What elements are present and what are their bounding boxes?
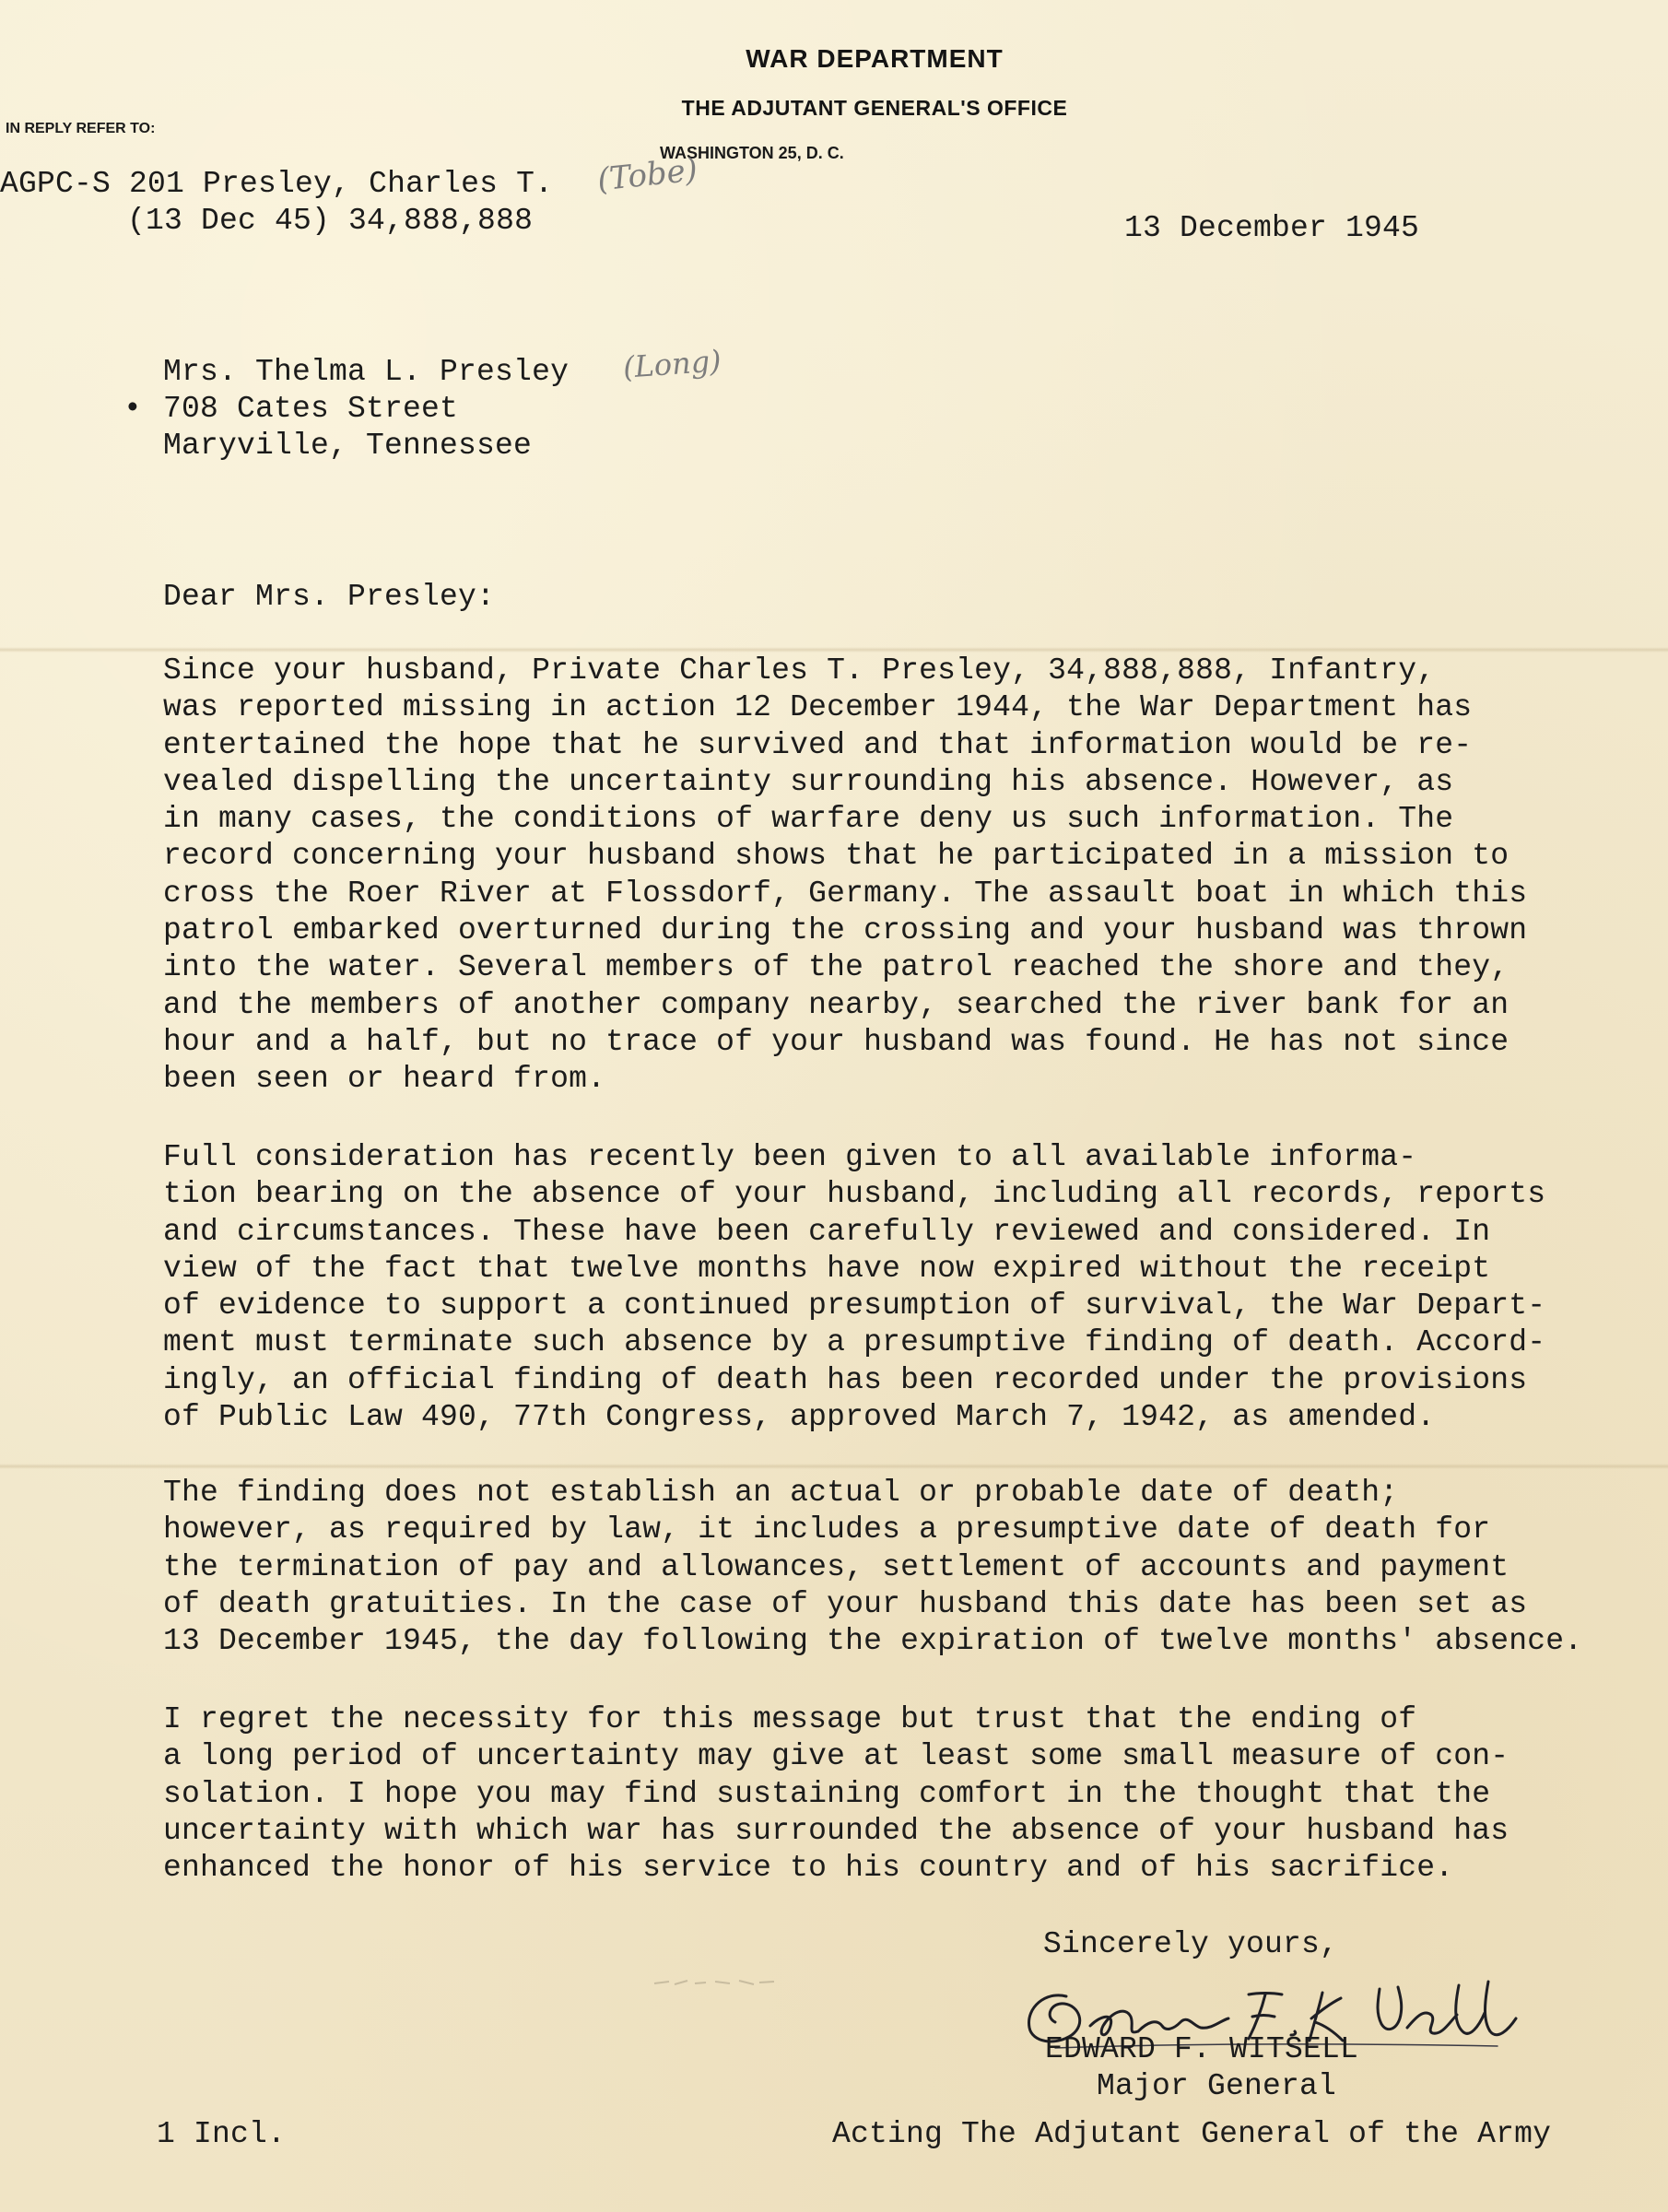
- recipient-street: 708 Cates Street: [163, 392, 459, 426]
- paragraph-line: solation. I hope you may find sustaining comfort in the thought that the: [163, 1776, 1491, 1811]
- salutation: Dear Mrs. Presley:: [163, 580, 496, 614]
- reference-file-number: AGPC-S 201 Presley, Charles T.: [0, 167, 554, 201]
- paragraph-line: however, as required by law, it includes a presumptive date of death for: [163, 1512, 1491, 1547]
- closing: Sincerely yours,: [1043, 1927, 1339, 1961]
- paragraph-line: record concerning your husband shows that he participated in a mission to: [163, 839, 1509, 874]
- paragraph-line: and the members of another company nearby, searched the river bank for an: [163, 987, 1509, 1022]
- body-paragraph-2: [163, 1139, 1545, 1436]
- paragraph-line: vealed dispelling the uncertainty surrounding his absence. However, as: [163, 764, 1454, 799]
- paragraph-line: of evidence to support a continued presumption of survival, the War Depart-: [163, 1288, 1546, 1324]
- recipient-name: Mrs. Thelma L. Presley: [163, 355, 570, 389]
- paragraph-line: entertained the hope that he survived and that information would be re-: [163, 727, 1473, 762]
- recipient-city: Maryville, Tennessee: [163, 429, 533, 463]
- paragraph-line: view of the fact that twelve months have now expired without the receipt: [163, 1251, 1491, 1286]
- paragraph-line: ingly, an official finding of death has been recorded under the provisions: [163, 1362, 1528, 1397]
- paragraph-line: Full consideration has recently been given to all available informa-: [163, 1140, 1417, 1174]
- paragraph-line: 13 December 1945, the day following the expiration of twelve months' absence.: [163, 1624, 1583, 1659]
- letterhead-address: WASHINGTON 25, D. C.: [660, 144, 844, 162]
- bullet-mark: •: [123, 392, 143, 426]
- paper-fold: [0, 1464, 1668, 1469]
- paragraph-line: into the water. Several members of the patrol reached the shore and they,: [163, 950, 1509, 985]
- body-paragraph-1: [163, 653, 1527, 1099]
- paragraph-line: in many cases, the conditions of warfare deny us such information. The: [163, 802, 1454, 837]
- paragraph-line: the termination of pay and allowances, settlement of accounts and payment: [163, 1549, 1509, 1584]
- paragraph-line: cross the Roer River at Flossdorf, Germany. The assault boat in which this: [163, 876, 1528, 911]
- paragraph-line: been seen or heard from.: [163, 1062, 606, 1097]
- paragraph-line: and circumstances. These have been carefully reviewed and considered. In: [163, 1214, 1491, 1249]
- paragraph-line: Since your husband, Private Charles T. Presley, 34,888,888, Infantry,: [163, 653, 1436, 688]
- paragraph-line: hour and a half, but no trace of your husband was found. He has not since: [163, 1024, 1509, 1059]
- paragraph-line: enhanced the honor of his service to his country and of his sacrifice.: [163, 1851, 1454, 1886]
- reference-label: IN REPLY REFER TO:: [6, 121, 156, 136]
- paragraph-line: ment must terminate such absence by a presumptive finding of death. Accord-: [163, 1325, 1546, 1360]
- paragraph-line: tion bearing on the absence of your husband, including all records, reports: [163, 1177, 1546, 1212]
- body-paragraph-3: [163, 1475, 1582, 1660]
- handwritten-nickname: (Tobe): [595, 151, 699, 199]
- paragraph-line: uncertainty with which war has surrounded the absence of your husband has: [163, 1813, 1509, 1848]
- paragraph-line: was reported missing in action 12 December 1944, the War Department has: [163, 690, 1473, 725]
- paragraph-line: The finding does not establish an actual or probable date of death;: [163, 1476, 1399, 1510]
- paragraph-line: patrol embarked overturned during the crossing and your husband was thrown: [163, 913, 1528, 948]
- letter-date: 13 December 1945: [1124, 211, 1420, 245]
- handwritten-maiden-name: (Long): [621, 343, 722, 385]
- paragraph-line: I regret the necessity for this message but trust that the ending of: [163, 1702, 1417, 1736]
- signatory-name: EDWARD F. WITSELL: [1045, 2032, 1359, 2066]
- letterhead-office: THE ADJUTANT GENERAL'S OFFICE: [681, 96, 1068, 120]
- paragraph-line: a long period of uncertainty may give at least some small measure of con-: [163, 1739, 1509, 1774]
- letterhead-department: WAR DEPARTMENT: [746, 44, 1004, 73]
- reference-date-serial: (13 Dec 45) 34,888,888: [127, 204, 534, 238]
- paragraph-line: of Public Law 490, 77th Congress, approved March 7, 1942, as amended.: [163, 1400, 1436, 1435]
- signatory-rank: Major General: [1097, 2069, 1337, 2103]
- body-paragraph-4: [163, 1701, 1509, 1887]
- signatory-title: Acting The Adjutant General of the Army: [832, 2117, 1552, 2151]
- faint-stamp-mark: [651, 1972, 780, 1993]
- enclosure-note: 1 Incl.: [157, 2117, 287, 2151]
- paragraph-line: of death gratuities. In the case of your husband this date has been set as: [163, 1586, 1528, 1621]
